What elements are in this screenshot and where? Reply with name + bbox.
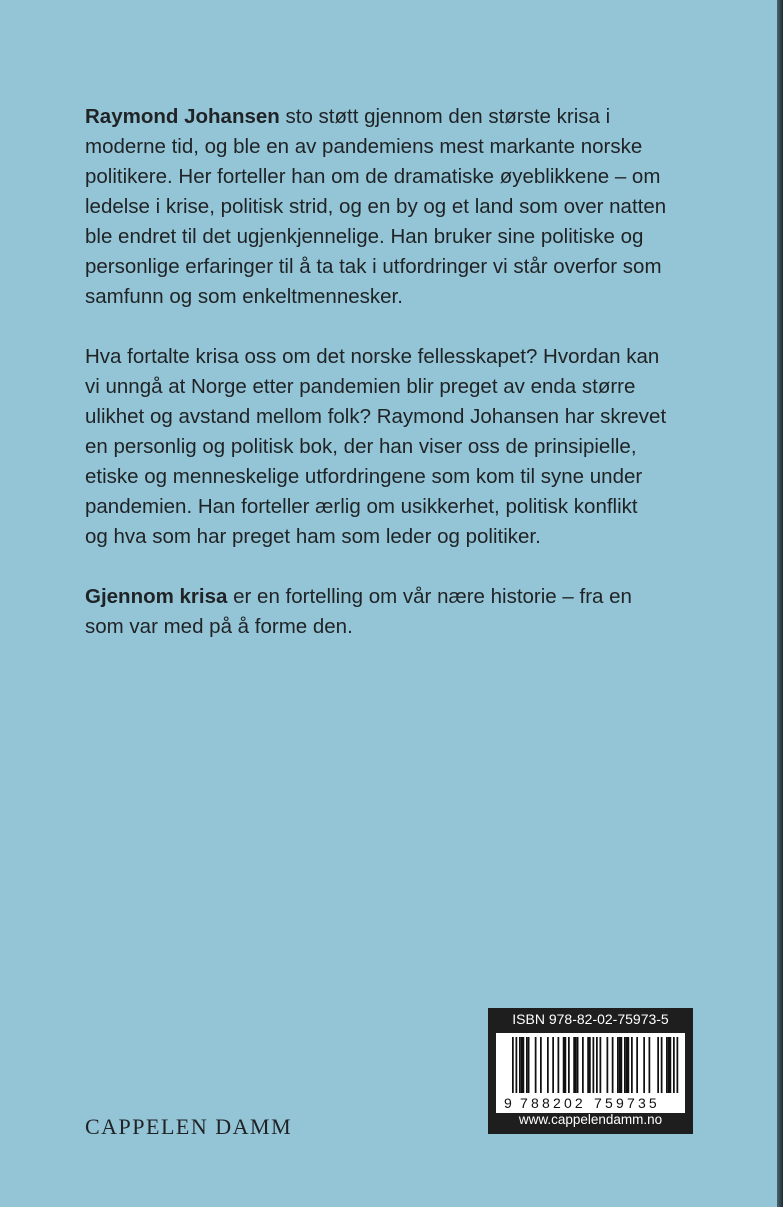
blurb-p2-line: pandemien. Han forteller ærlig om usikkerhet, politisk konflikt [85,495,638,518]
blurb-p1-line: ledelse i krise, politisk strid, og en by og et land som over natten [85,195,667,218]
barcode-bar [670,1037,672,1097]
blurb-p1-line-1 [85,102,685,132]
barcode-bar [521,1037,523,1097]
ean-left-group: 788202 [520,1095,586,1111]
blurb-p2-line: etiske og menneskelige utfordringene som kom til syne under [85,465,643,488]
barcode-bar [668,1037,670,1097]
barcode-bar [666,1037,668,1097]
blurb-p2-line: og hva som har preget ham som leder og politiker. [85,525,541,548]
barcode-bar [565,1037,567,1097]
barcode-bar [547,1037,549,1097]
blurb-paragraph-1 [85,102,685,312]
barcode-bar [568,1037,570,1097]
barcode-bar [528,1037,530,1097]
barcode-bar [628,1037,630,1097]
blurb-p2-line: Hva fortalte krisa oss om det norske fellesskapet? Hvordan kan [85,345,660,368]
barcode-bar [526,1037,528,1097]
barcode-bar [621,1037,623,1097]
barcode-bar [563,1037,565,1097]
blurb-p3-line-1-rest: er en fortelling om vår nære historie – fra en [227,585,632,608]
publisher-url: www.cappelendamm.no [518,1112,663,1127]
spine-edge [777,0,783,1207]
barcode-bar [519,1037,521,1097]
blurb-p2-line: en personlig og politisk bok, der han viser oss de prinsipielle, [85,435,637,458]
barcode-bar [607,1037,609,1097]
book-title-mention: Gjennom krisa [85,585,228,608]
isbn-label: ISBN 978-82-02-75973-5 [512,1011,669,1027]
ean-right-group: 759735 [594,1095,660,1111]
publisher-logo: CAPPELEN DAMM [85,1114,293,1139]
barcode-bar [661,1037,663,1097]
barcode-bar [535,1037,537,1097]
blurb-p1-line: ble endret til det ugjenkjennelige. Han bruker sine politiske og [85,225,644,248]
blurb-p1-line: moderne tid, og ble en av pandemiens mest markante norske [85,135,643,158]
barcode-bar [619,1037,621,1097]
barcode-bar [575,1037,577,1097]
blurb-p3-line-1 [85,582,685,612]
barcode-bar [657,1037,659,1097]
barcode-bar [624,1037,626,1097]
ean-first-digit: 9 [504,1095,512,1111]
barcode-bar [643,1037,645,1097]
blurb-p3-line: som var med på å forme den. [85,615,353,638]
author-name: Raymond Johansen [85,105,280,128]
barcode-bar [636,1037,638,1097]
barcode-bar [612,1037,614,1097]
blurb-p1-line: samfunn og som enkeltmennesker. [85,285,403,308]
barcode-bar [573,1037,575,1097]
barcode-bar [523,1037,525,1097]
blurb-p2-line: ulikhet og avstand mellom folk? Raymond Johansen har skrevet [85,405,667,428]
barcode-bar [631,1037,633,1097]
isbn-barcode-block [488,1008,693,1134]
barcode-bar [540,1037,542,1097]
ean-digits [496,1093,685,1113]
barcode-bar [577,1037,579,1097]
blurb-p1-line-1-rest: sto støtt gjennom den største krisa i [279,105,611,128]
back-cover-blurb [85,102,685,672]
barcode [496,1033,685,1113]
barcode-bar [558,1037,560,1097]
blurb-p2-line: vi unngå at Norge etter pandemien blir preget av enda større [85,375,636,398]
barcode-bar [582,1037,584,1097]
barcode-bar [649,1037,651,1097]
barcode-bar [587,1037,589,1097]
blurb-p1-line: personlige erfaringer til å ta tak i utfordringer vi står overfor som [85,255,662,278]
barcode-bar [617,1037,619,1097]
blurb-p1-line: politikere. Her forteller han om de dramatiske øyeblikkene – om [85,165,661,188]
barcode-bar [589,1037,591,1097]
blurb-paragraph-3 [85,582,685,642]
barcode-bar [552,1037,554,1097]
barcode-bar [626,1037,628,1097]
blurb-paragraph-2 [85,342,685,552]
barcode-bar [600,1037,602,1097]
